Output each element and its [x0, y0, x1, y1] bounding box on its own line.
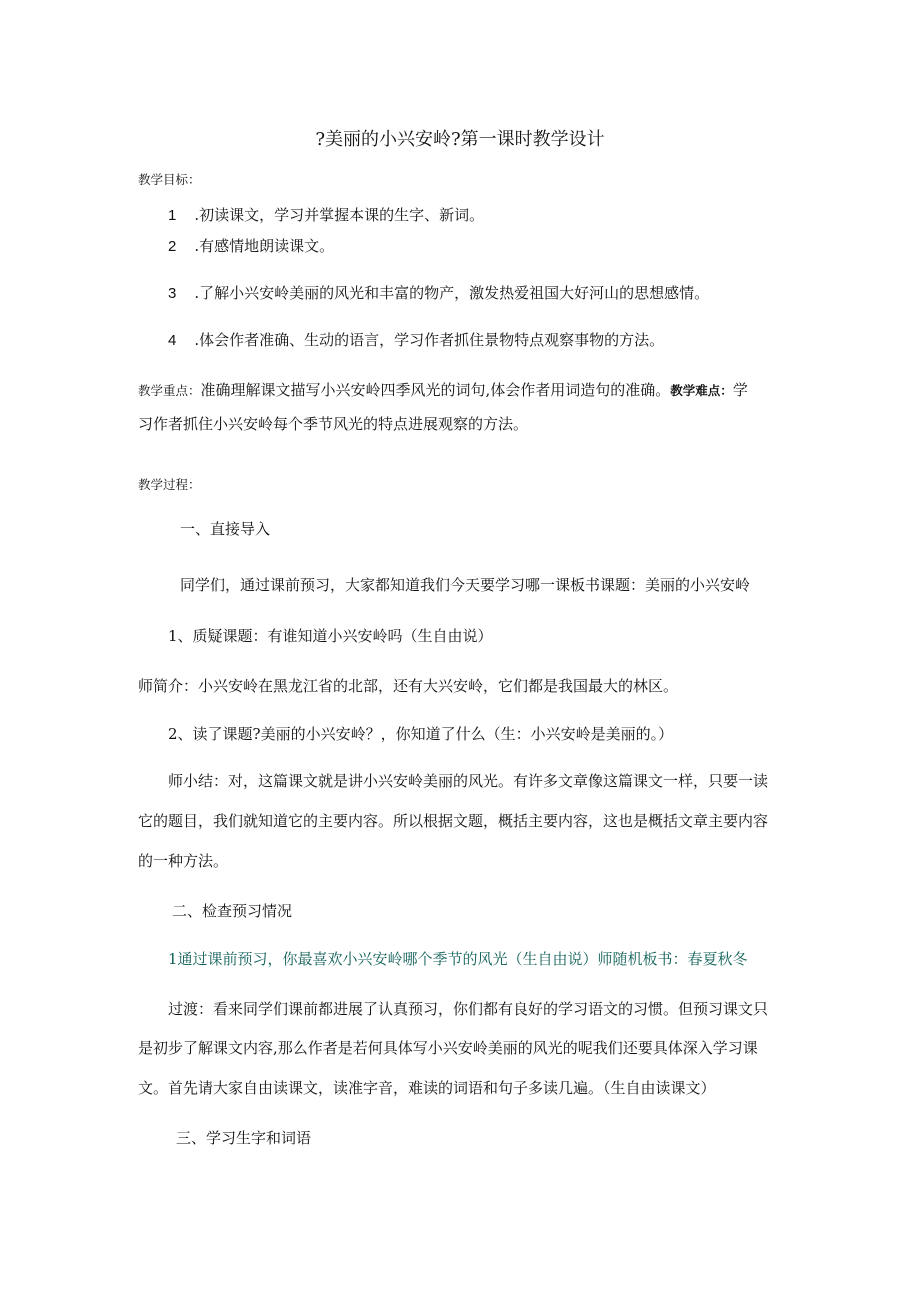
objective-number: 1 — [168, 207, 177, 224]
section-heading: 一、直接导入 — [180, 520, 271, 538]
paragraph: 师简介：小兴安岭在黑龙江省的北部，还有大兴安岭，它们都是我国最大的林区。 — [138, 677, 679, 695]
objective-text: .初读课文，学习并掌握本课的生字、新词。 — [194, 206, 485, 224]
key-points-text: 准确理解课文描写小兴安岭四季风光的词句,体会作者用词造句的准确。 — [200, 381, 671, 399]
question-item: 1通过课前预习，你最喜欢小兴安岭哪个季节的风光（生自由说）师随机板书：春夏秋冬 — [168, 950, 748, 968]
objective-number: 3 — [168, 285, 177, 302]
objective-item — [168, 283, 709, 304]
objective-number: 2 — [168, 238, 177, 255]
summary-line: 师小结：对，这篇课文就是讲小兴安岭美丽的风光。有许多文章像这篇课文一样，只要一读 — [168, 772, 769, 790]
objective-text: .了解小兴安岭美丽的风光和丰富的物产，激发热爱祖国大好河山的思想感情。 — [194, 284, 710, 302]
difficulty-text: 学 — [732, 381, 748, 399]
page-title: ?美丽的小兴安岭?第一课时教学设计 — [315, 129, 605, 150]
objective-item — [168, 205, 484, 226]
difficulty-label: 教学难点： — [670, 383, 733, 398]
objectives-heading: 教学目标： — [138, 172, 201, 187]
process-heading: 教学过程： — [138, 477, 201, 492]
objective-item — [168, 330, 664, 351]
transition-line: 文。首先请大家自由读课文，读准字音，难读的词语和句子多读几遍。（生自由读课文） — [138, 1079, 716, 1097]
objective-text: .有感情地朗读课文。 — [194, 237, 335, 255]
transition-line: 过渡：看来同学们课前都进展了认真预习，你们都有良好的学习语文的习惯。但预习课文只 — [168, 1000, 769, 1018]
summary-line: 的一种方法。 — [138, 852, 229, 870]
key-points-line — [138, 380, 748, 401]
objective-item — [168, 236, 334, 257]
section-heading: 二、检查预习情况 — [172, 902, 293, 920]
objective-text: .体会作者准确、生动的语言，学习作者抓住景物特点观察事物的方法。 — [194, 331, 665, 349]
difficulty-text-continued: 习作者抓住小兴安岭每个季节风光的特点进展观察的方法。 — [138, 415, 529, 433]
objective-number: 4 — [168, 332, 177, 349]
paragraph: 同学们，通过课前预习，大家都知道我们今天要学习哪一课板书课题：美丽的小兴安岭 — [180, 576, 751, 594]
question-item: 2、读了课题?美丽的小兴安岭？，你知道了什么（生：小兴安岭是美丽的。） — [168, 725, 674, 743]
question-item: 1、质疑课题：有谁知道小兴安岭吗（生自由说） — [168, 627, 493, 645]
section-heading: 三、学习生字和词语 — [176, 1129, 312, 1147]
key-points-label: 教学重点： — [138, 383, 201, 398]
transition-line: 是初步了解课文内容,那么作者是若何具体写小兴安岭美丽的风光的呢我们还要具体深入学习课 — [138, 1039, 758, 1057]
summary-line: 它的题目，我们就知道它的主要内容。所以根据文题，概括主要内容，这也是概括文章主要内容 — [138, 812, 769, 830]
